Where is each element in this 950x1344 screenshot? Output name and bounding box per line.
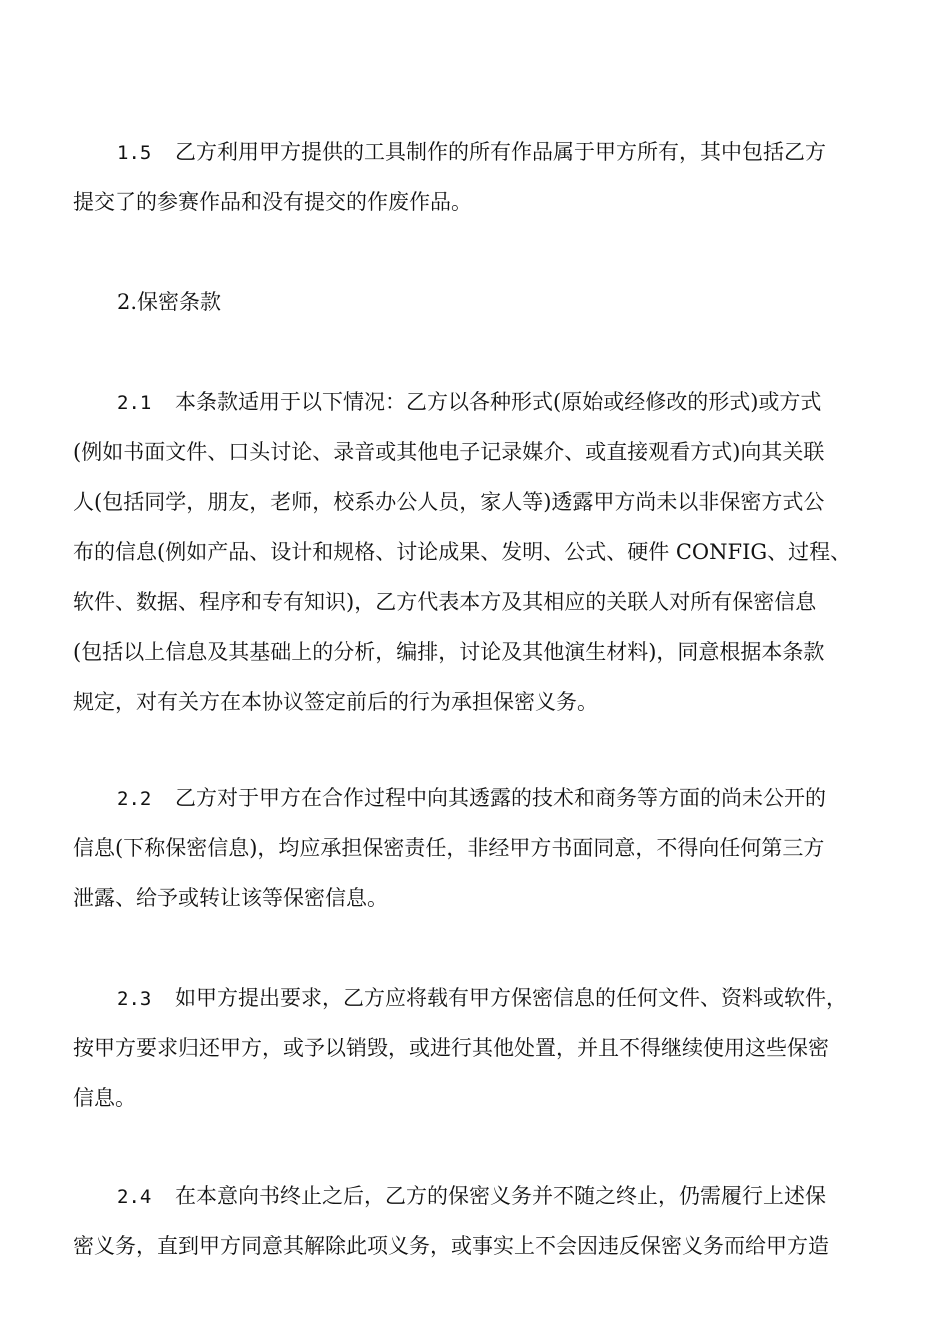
clause-text: 本条款适用于以下情况：乙方以各种形式(原始或经修改的形式)或方式 [175,390,822,414]
clause-number: 1.5 [117,142,152,164]
clause-text-line: 布的信息(例如产品、设计和规格、讨论成果、发明、公式、硬件 CONFIG、过程、 [73,540,852,564]
clause-2-2-first-line [73,773,879,823]
clause-text-line: (包括以上信息及其基础上的分析，编排，讨论及其他演生材料)，同意根据本条款 [73,640,825,664]
clause-2-1 [73,377,879,727]
clause-number: 2.3 [117,988,152,1010]
clause-2-2 [73,773,879,923]
clause-text-line: 密义务，直到甲方同意其解除此项义务，或事实上不会因违反保密义务而给甲方造 [73,1234,829,1258]
clause-text-line: 软件、数据、程序和专有知识)，乙方代表本方及其相应的关联人对所有保密信息 [73,590,817,614]
clause-number: 2.1 [117,392,152,414]
clause-text: 如甲方提出要求，乙方应将载有甲方保密信息的任何文件、资料或软件， [175,986,847,1010]
clause-text-line: 信息(下称保密信息)，均应承担保密责任，非经甲方书面同意，不得向任何第三方 [73,836,825,860]
clause-text-line: 信息。 [73,1086,136,1110]
section-2-title: 2.保密条款 [117,290,222,314]
clause-text-line: 提交了的参赛作品和没有提交的作废作品。 [73,190,472,214]
clause-number: 2.2 [117,788,152,810]
clause-text-line: (例如书面文件、口头讨论、录音或其他电子记录媒介、或直接观看方式)向其关联 [73,440,825,464]
clause-1-5 [73,127,879,227]
clause-text: 在本意向书终止之后，乙方的保密义务并不随之终止，仍需履行上述保 [175,1184,826,1208]
clause-text-line: 按甲方要求归还甲方，或予以销毁，或进行其他处置，并且不得继续使用这些保密 [73,1036,829,1060]
clause-2-3 [73,973,879,1123]
clause-number: 2.4 [117,1186,152,1208]
clause-1-5-first-line [73,127,879,177]
clause-text-line: 泄露、给予或转让该等保密信息。 [73,886,388,910]
section-heading [73,277,879,327]
clause-2-3-first-line [73,973,879,1023]
clause-text-line: 人(包括同学，朋友，老师，校系办公人员，家人等)透露甲方尚未以非保密方式公 [73,490,825,514]
clause-text: 乙方利用甲方提供的工具制作的所有作品属于甲方所有，其中包括乙方 [175,140,826,164]
clause-2-4 [73,1171,879,1271]
clause-text: 乙方对于甲方在合作过程中向其透露的技术和商务等方面的尚未公开的 [175,786,826,810]
clause-2-4-first-line [73,1171,879,1221]
clause-text-line: 规定，对有关方在本协议签定前后的行为承担保密义务。 [73,690,598,714]
clause-2-1-first-line [73,377,879,427]
